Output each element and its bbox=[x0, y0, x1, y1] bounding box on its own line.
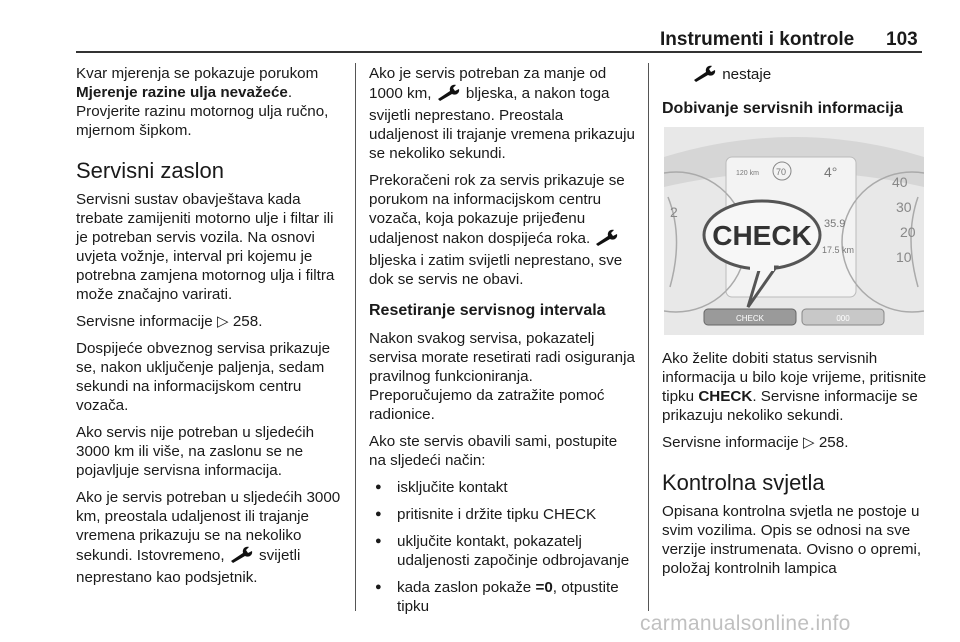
cross-reference: Servisne informacije ▷ 258. bbox=[662, 434, 849, 451]
column-middle bbox=[369, 64, 635, 624]
heading-servisni-zaslon: Servisni zaslon bbox=[76, 158, 224, 183]
text: Ako je servis potreban u sljedećih 3000 km, preostala udaljenost ili trajanje vremena prikazuju se na nekoliko sekundi. Istovremeno, bbox=[76, 489, 341, 564]
paragraph bbox=[369, 64, 635, 163]
readout-range: 17.5 km bbox=[822, 245, 855, 255]
paragraph bbox=[76, 488, 348, 587]
svg-text:10: 10 bbox=[896, 249, 912, 265]
text: bljeska, a nakon toga svijetli neprestano. Preostala udaljenost ili trajanje vremena prikazuju se nekoliko sekundi. bbox=[369, 85, 635, 162]
reset-button-label: 000 bbox=[836, 314, 850, 323]
svg-text:30: 30 bbox=[896, 199, 912, 215]
paragraph: Ako ste servis obavili sami, postupite na sljedeći način: bbox=[369, 433, 618, 469]
text: . Servisne informacije se prikazuju nekoliko sekundi. bbox=[662, 388, 918, 424]
text: Ako želite dobiti status servisnih informacija u bilo koje vrijeme, pritisnite tipku bbox=[662, 350, 927, 405]
cross-reference: Servisne informacije ▷ 258. bbox=[76, 313, 263, 330]
paragraph bbox=[662, 349, 930, 425]
readout-distance: 120 km bbox=[736, 170, 759, 177]
paragraph bbox=[76, 64, 348, 140]
list-item: ● isključite kontakt bbox=[369, 478, 635, 497]
page-header bbox=[0, 0, 960, 52]
text: kada zaslon pokaže bbox=[397, 579, 536, 596]
message-text: Mjerenje razine ulja nevažeće bbox=[76, 84, 288, 101]
text: Kvar mjerenja se pokazuje porukom bbox=[76, 65, 319, 82]
paragraph: Dospijeće obveznog servisa prikazuje se, nakon uključenje paljenja, sedam sekundi na informacijskom centru vozača. bbox=[76, 340, 331, 414]
wrench-icon bbox=[594, 228, 620, 251]
column-left bbox=[76, 64, 348, 595]
list-item: ● uključite kontakt, pokazatelj udaljenosti započinje odbrojavanje bbox=[369, 532, 635, 570]
column-right bbox=[662, 64, 930, 586]
svg-text:2: 2 bbox=[670, 204, 678, 220]
paragraph: Ako servis nije potreban u sljedećih 3000 km ili više, na zaslonu se ne pojavljuje servisna informacija. bbox=[76, 424, 315, 479]
paragraph bbox=[369, 171, 635, 289]
list-item bbox=[369, 578, 635, 616]
instrument-cluster-illustration bbox=[664, 127, 924, 335]
readout-consumption: 35.9 bbox=[824, 218, 846, 230]
wrench-icon bbox=[229, 545, 255, 568]
readout-speed: 70 bbox=[776, 167, 787, 177]
readout-temperature: 4° bbox=[824, 164, 838, 180]
watermark: carmanualsonline.info bbox=[640, 612, 851, 635]
column-divider bbox=[648, 63, 649, 611]
text: Ako je servis potreban za manje od 1000 km, bbox=[369, 65, 607, 102]
paragraph: Servisni sustav obavještava kada trebate zamijeniti motorno ulje i filtar ili je potreban servis vozila. Na osnovi uvjeta vožnje, interval pri kojemu je potrebna zamjena motornog ulja i filtra može značajno varirati. bbox=[76, 191, 335, 303]
text: svijetli neprestano kao podsjetnik. bbox=[76, 547, 301, 586]
column-divider bbox=[355, 63, 356, 611]
heading-kontrolna-svjetla: Kontrolna svjetla bbox=[662, 470, 825, 495]
display-value: =0 bbox=[535, 579, 553, 596]
header-rule bbox=[76, 51, 922, 53]
text: , otpustite tipku bbox=[397, 579, 619, 615]
paragraph: Nakon svakog servisa, pokazatelj servisa morate resetirati radi osiguranja pravilnog funkcioniranja. Preporučujemo da zatražite pomoć radionice. bbox=[369, 330, 635, 423]
wrench-icon bbox=[436, 83, 462, 106]
procedure-list bbox=[369, 478, 635, 616]
text: . Provjerite razinu motornog ulja ručno, mjernom šipkom. bbox=[76, 84, 329, 139]
heading-dobivanje: Dobivanje servisnih informacija bbox=[662, 100, 903, 117]
svg-text:20: 20 bbox=[900, 224, 916, 240]
text: Prekoračeni rok za servis prikazuje se porukom na informacijskom centru vozača, koja pokazuje prijeđenu udaljenost nakon dospijeća roka. bbox=[369, 172, 625, 247]
list-item: ● pritisnite i držite tipku CHECK bbox=[369, 505, 635, 524]
check-callout-label: CHECK bbox=[712, 220, 812, 251]
wrench-icon bbox=[692, 64, 718, 87]
button-name: CHECK bbox=[698, 388, 753, 405]
check-button-label: CHECK bbox=[735, 314, 765, 323]
text: nestaje bbox=[718, 66, 772, 83]
text: bljeska i zatim svijetli neprestano, sve dok se servis ne obavi. bbox=[369, 252, 623, 288]
paragraph bbox=[662, 64, 930, 87]
page-number: 103 bbox=[886, 29, 918, 50]
svg-text:40: 40 bbox=[892, 174, 908, 190]
heading-resetiranje: Resetiranje servisnog intervala bbox=[369, 302, 606, 319]
section-title: Instrumenti i kontrole bbox=[660, 29, 855, 50]
paragraph: Opisana kontrolna svjetla ne postoje u svim vozilima. Opis se odnosi na sve verzije instrumenata. Ovisno o opremi, položaj kontrolnih lampica bbox=[662, 503, 922, 577]
